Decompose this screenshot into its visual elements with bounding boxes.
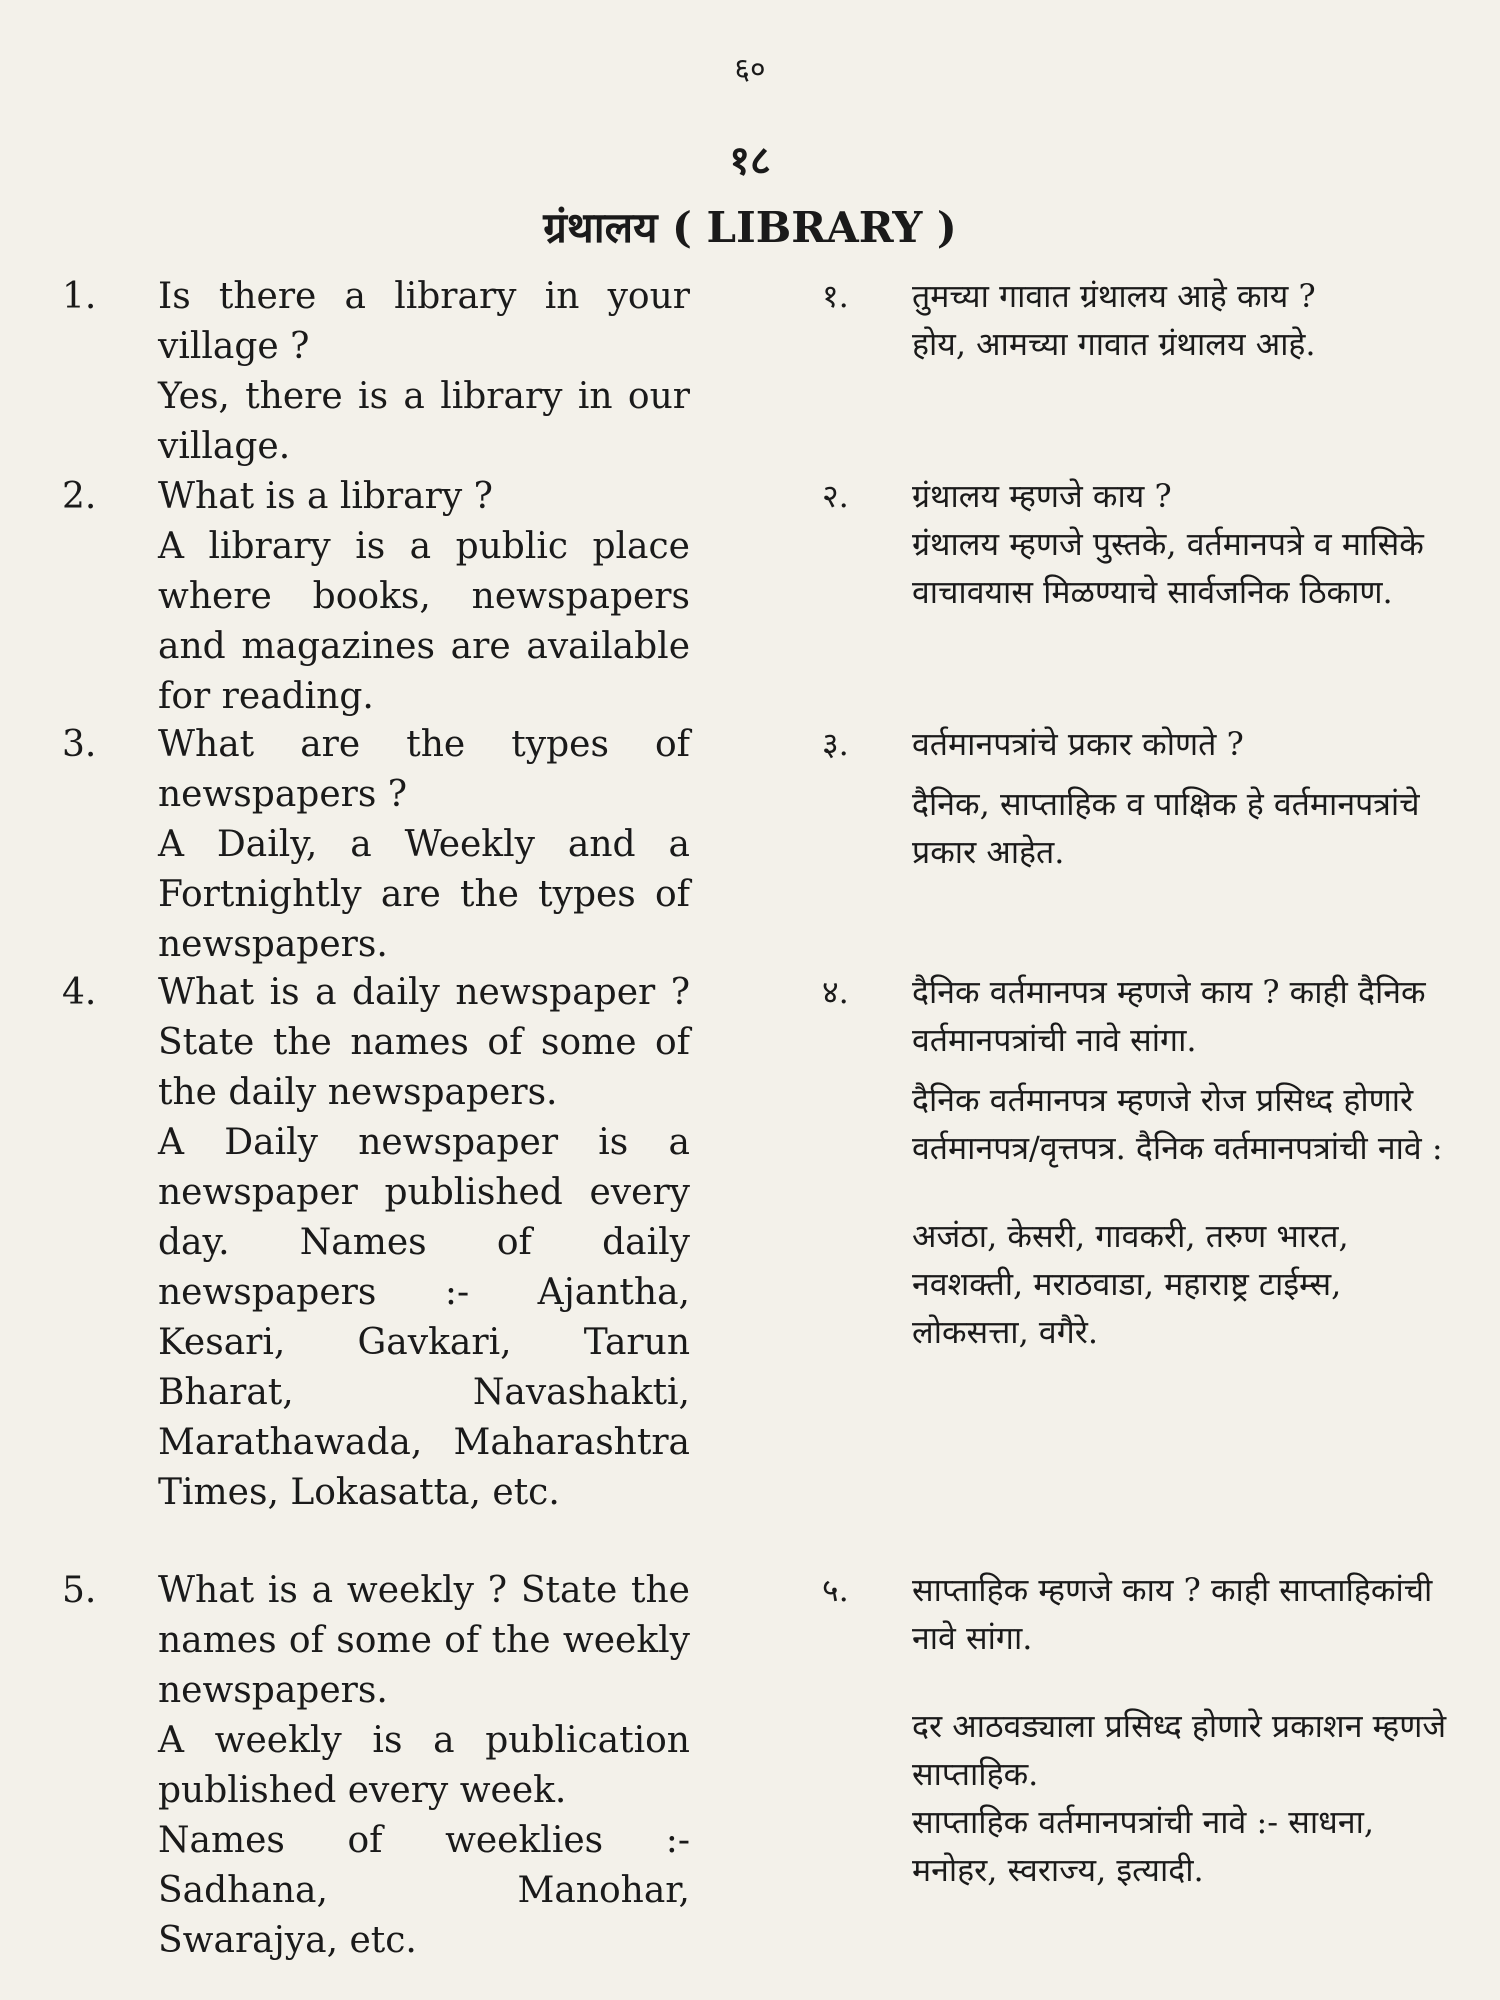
question-mr: वर्तमानपत्रांचे प्रकार कोणते ? bbox=[912, 725, 1244, 763]
question-number-mr: १. bbox=[822, 277, 849, 315]
question-mr: दैनिक वर्तमानपत्र म्हणजे काय ? काही दैनिक वर्तमानपत्रांची नावे सांगा. bbox=[912, 973, 1426, 1059]
question-number-mr: ५. bbox=[822, 1571, 849, 1609]
english-column bbox=[158, 720, 690, 970]
question-number-en: 5. bbox=[62, 1570, 97, 1611]
answer-en: A Daily, a Weekly and a Fortnightly are the types of newspapers. bbox=[158, 824, 690, 965]
answer-mr: दैनिक, साप्ताहिक व पाक्षिक हे वर्तमानपत्रांचे प्रकार आहेत. bbox=[912, 785, 1420, 871]
question-mr: साप्ताहिक म्हणजे काय ? काही साप्ताहिकांची नावे सांगा. bbox=[912, 1571, 1433, 1657]
answer-mr: होय, आमच्या गावात ग्रंथालय आहे. bbox=[912, 325, 1316, 363]
answer-mr-list: साप्ताहिक वर्तमानपत्रांची नावे :- साधना, मनोहर, स्वराज्य, इत्यादी. bbox=[912, 1803, 1375, 1889]
question-mr: ग्रंथालय म्हणजे काय ? bbox=[912, 477, 1172, 515]
answer-en: A library is a public place where books, newspapers and magazines are available for reading. bbox=[158, 526, 690, 717]
question-en: What is a weekly ? State the names of some of the weekly newspapers. bbox=[158, 1570, 690, 1711]
question-en: What is a daily newspaper ? State the names of some of the daily newspapers. bbox=[158, 972, 690, 1113]
english-column bbox=[158, 472, 690, 722]
question-en: What is a library ? bbox=[158, 476, 493, 517]
chapter-title: ग्रंथालय ( LIBRARY ) bbox=[543, 203, 957, 252]
english-column bbox=[158, 968, 690, 1518]
english-column bbox=[158, 1566, 690, 1966]
marathi-column bbox=[912, 968, 1452, 1356]
question-mr: तुमच्या गावात ग्रंथालय आहे काय ? bbox=[912, 277, 1316, 315]
marathi-column bbox=[912, 1566, 1452, 1894]
answer-mr-list: अजंठा, केसरी, गावकरी, तरुण भारत, नवशक्ती, मराठवाडा, महाराष्ट्र टाईम्स, लोकसत्ता, वगैरे. bbox=[912, 1217, 1349, 1351]
question-number-en: 2. bbox=[62, 476, 97, 517]
question-number-en: 3. bbox=[62, 724, 97, 765]
question-en: Is there a library in your village ? bbox=[158, 276, 690, 367]
answer-en-list: Names of weeklies :- Sadhana, Manohar, Swarajya, etc. bbox=[158, 1820, 690, 1961]
question-en: What are the types of newspapers ? bbox=[158, 724, 690, 815]
answer-en: A weekly is a publication published every week. bbox=[158, 1720, 690, 1811]
question-number-mr: ४. bbox=[822, 973, 849, 1011]
answer-en: Yes, there is a library in our village. bbox=[158, 376, 690, 467]
marathi-column bbox=[912, 720, 1452, 876]
question-number-en: 4. bbox=[62, 972, 97, 1013]
marathi-column bbox=[912, 272, 1452, 368]
question-number-mr: २. bbox=[822, 477, 849, 515]
page-number: ६० bbox=[734, 52, 766, 87]
answer-mr: दर आठवड्याला प्रसिध्द होणारे प्रकाशन म्हणजे साप्ताहिक. bbox=[912, 1707, 1447, 1793]
chapter-number: १८ bbox=[729, 137, 771, 184]
answer-en: A Daily newspaper is a newspaper published every day. Names of daily newspapers :- Ajantha, Kesari, Gavkari, Tarun Bharat, Navashakti, Marathawada, Maharashtra Times, Lokasatta, etc. bbox=[158, 1122, 690, 1513]
marathi-column bbox=[912, 472, 1452, 616]
question-number-en: 1. bbox=[62, 276, 97, 317]
english-column bbox=[158, 272, 690, 472]
answer-mr: ग्रंथालय म्हणजे पुस्तके, वर्तमानपत्रे व मासिके वाचावयास मिळण्याचे सार्वजनिक ठिकाण. bbox=[912, 525, 1424, 611]
answer-mr: दैनिक वर्तमानपत्र म्हणजे रोज प्रसिध्द होणारे वर्तमानपत्र/वृत्तपत्र. दैनिक वर्तमानपत्रांची नावे : bbox=[912, 1081, 1443, 1167]
question-number-mr: ३. bbox=[822, 725, 849, 763]
